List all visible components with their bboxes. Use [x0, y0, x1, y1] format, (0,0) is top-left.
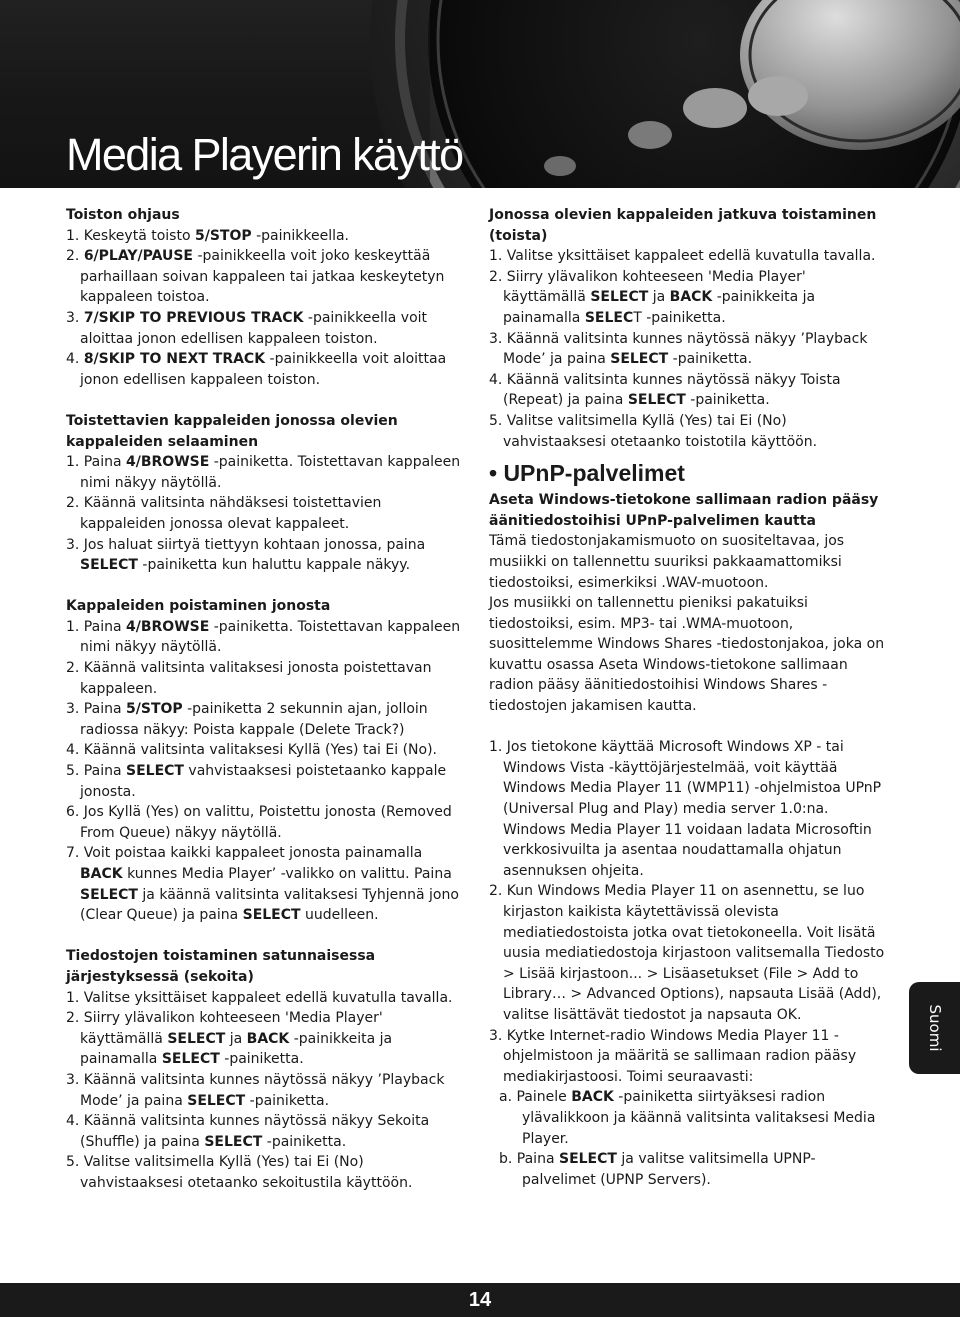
list-item: 2. Käännä valitsinta nähdäksesi toistettavien kappaleiden jonossa olevat kappaleet. — [66, 495, 382, 532]
list-item: 4. Käännä valitsinta valitaksesi Kyllä (Yes) tai Ei (No). — [66, 742, 437, 759]
list-item: 1. Valitse yksittäiset kappaleet edellä kuvatulla tavalla. — [66, 989, 453, 1006]
section-title-upnp: • UPnP-palvelimet — [489, 460, 685, 487]
language-tab — [909, 982, 960, 1074]
paragraph: Tämä tiedostonjakamismuoto on suositeltavaa, jos musiikki on tallennettu suuriksi pakkaamattomiksi tiedostoiksi, esimerkiksi .WAV-muotoon. — [489, 533, 845, 591]
list-item: 1. Keskeytä toisto 5/STOP -painikkeella. — [66, 227, 349, 244]
section-heading: Kappaleiden poistaminen jonosta — [66, 598, 331, 615]
list-item: 4. Käännä valitsinta kunnes näytössä näkyy Toista (Repeat) ja paina SELECT -painiketta. — [489, 371, 841, 409]
list-item: 2. 6/PLAY/PAUSE -painikkeella voit joko keskeyttää parhaillaan soivan kappaleen tai jatkaa keskeytetyn kappaleen toistoa. — [66, 248, 445, 306]
list-item: 2. Käännä valitsinta valitaksesi jonosta poistettavan kappaleen. — [66, 660, 432, 697]
list-item: 3. Kytke Internet-radio Windows Media Player 11 -ohjelmistoon ja määritä se sallimaan radion pääsy mediakirjastoosi. Toimi seuraavasti: — [489, 1027, 857, 1085]
list-item: 1. Paina 4/BROWSE -painiketta. Toistettavan kappaleen nimi näkyy näytöllä. — [66, 618, 461, 656]
page-footer — [0, 1283, 960, 1317]
sub-list-item: a. Painele BACK -painiketta siirtyäksesi radion ylävalikkoon ja käännä valitsinta valitaksesi Media Player. — [499, 1089, 876, 1147]
page-title: Media Playerin käyttö — [66, 129, 463, 180]
left-column — [66, 205, 466, 1194]
list-item: 3. 7/SKIP TO PREVIOUS TRACK -painikkeella voit aloittaa jonon edellisen kappaleen toiston. — [66, 309, 428, 347]
header-banner — [0, 0, 960, 188]
sub-list-item: b. Paina SELECT ja valitse valitsimella UPNP-palvelimet (UPNP Servers). — [499, 1151, 816, 1188]
list-item: 4. Käännä valitsinta kunnes näytössä näkyy Sekoita (Shuffle) ja paina SELECT -painiketta. — [66, 1113, 430, 1150]
list-item: 5. Valitse valitsimella Kyllä (Yes) tai Ei (No) vahvistaaksesi otetaanko sekoitustila käyttöön. — [66, 1154, 413, 1191]
right-column — [489, 205, 889, 1190]
list-item: 5. Valitse valitsimella Kyllä (Yes) tai Ei (No) vahvistaaksesi otetaanko toistotila käyttöön. — [489, 412, 818, 450]
list-item: 3. Paina 5/STOP -painiketta 2 sekunnin ajan, jolloin radiossa näkyy: Poista kappale (Delete Track?) — [66, 701, 428, 738]
section-heading: Toiston ohjaus — [66, 207, 180, 223]
list-item: 4. 8/SKIP TO NEXT TRACK -painikkeella voit aloittaa jonon edellisen kappaleen toiston. — [66, 351, 447, 388]
list-item: 2. Kun Windows Media Player 11 on asennettu, se luo kirjaston kaikista käytettävissä olevista mediatiedostoista jotka ovat tietokoneella. Voit lisätä uusia mediatiedostoja kirjastoon valitsemalla Tiedosto > Lisää kirjastoon... > Lisäasetukset (File > Add to Library… > Advanced Options), napsauta Lisää (Add), valitse lisättävät tiedostot ja napsauta OK. — [489, 883, 885, 1023]
list-item: 7. Voit poistaa kaikki kappaleet jonosta painamalla BACK kunnes Media Player’ -valikko on valittu. Paina SELECT ja käännä valitsinta valitaksesi Tyhjennä jono (Clear Queue) ja paina SELECT uudelleen. — [66, 845, 459, 924]
list-item: 6. Jos Kyllä (Yes) on valittu, Poistettu jonosta (Removed From Queue) näkyy näytöllä. — [66, 804, 452, 841]
section-heading: Tiedostojen toistaminen satunnaisessa järjestyksessä (sekoita) — [66, 948, 376, 985]
list-item: 5. Paina SELECT vahvistaaksesi poistetaanko kappale jonosta. — [66, 763, 447, 800]
list-item: 1. Paina 4/BROWSE -painiketta. Toistettavan kappaleen nimi näkyy näytöllä. — [66, 454, 461, 491]
list-item: 1. Valitse yksittäiset kappaleet edellä kuvatulla tavalla. — [489, 248, 876, 265]
list-item: 1. Jos tietokone käyttää Microsoft Windows XP - tai Windows Vista -käyttöjärjestelmää, voit käyttää Windows Media Player 11 (WMP11) -ohjelmistoa UPnP (Universal Plug and Play) media server 1.0:na. Windows Media Player 11 voidaan ladata Microsoftin verkkosivuilta ja asentaa noudattamalla ohjatun asennuksen ohjeita. — [489, 739, 882, 879]
section-heading: Toistettavien kappaleiden jonossa olevien kappaleiden selaaminen — [66, 412, 398, 450]
language-tab-label: Suomi — [925, 1004, 944, 1052]
section-subheading: Aseta Windows-tietokone sallimaan radion pääsy äänitiedostoihisi UPnP-palvelimen kautta — [489, 492, 879, 529]
list-item: 2. Siirry ylävalikon kohteeseen 'Media Player' käyttämällä SELECT ja BACK -painikkeita ja painamalla SELECT -painiketta. — [66, 1010, 393, 1068]
list-item: 2. Siirry ylävalikon kohteeseen 'Media Player' käyttämällä SELECT ja BACK -painikkeita ja painamalla SELECT -painiketta. — [489, 268, 816, 326]
paragraph: Jos musiikki on tallennettu pieniksi pakatuiksi tiedostoiksi, esim. MP3- tai .WMA-muotoon, suosittelemme Windows Shares -tiedostonjakoa, joka on kuvattu osassa Aseta Windows-tietokone sallimaan radion pääsy äänitiedostoihisi Windows Shares -tiedostojen jakamisen kautta. — [489, 595, 885, 715]
section-heading: Jonossa olevien kappaleiden jatkuva toistaminen (toista) — [489, 207, 877, 244]
list-item: 3. Jos haluat siirtyä tiettyyn kohtaan jonossa, paina SELECT -painiketta kun haluttu kappale näkyy. — [66, 536, 426, 574]
list-item: 3. Käännä valitsinta kunnes näytössä näkyy ’Playback Mode’ ja paina SELECT -painiketta. — [66, 1071, 445, 1109]
page-number: 14 — [468, 1289, 492, 1311]
list-item: 3. Käännä valitsinta kunnes näytössä näkyy ’Playback Mode’ ja paina SELECT -painiketta. — [489, 330, 868, 368]
